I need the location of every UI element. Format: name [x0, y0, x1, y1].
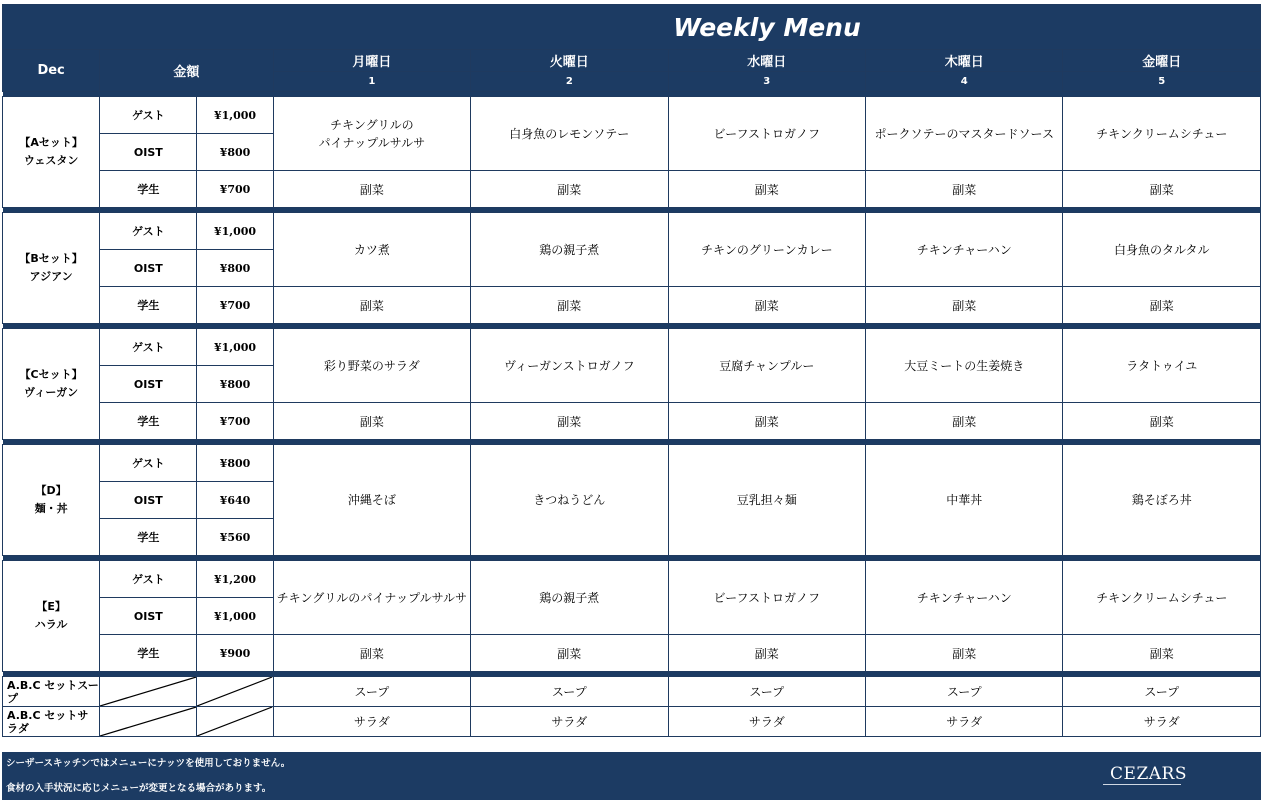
price-value: ¥800: [197, 366, 273, 403]
set-name-line2: ウェスタン: [23, 154, 79, 167]
price-tier: OIST: [100, 250, 197, 287]
dish-cell: チキンチャーハン: [866, 561, 1063, 635]
side-dish-cell: 副菜: [668, 403, 865, 440]
set-name-line1: 【E】: [36, 600, 66, 613]
dish-cell: チキンのグリーンカレー: [668, 213, 865, 287]
dish-cell: チキンチャーハン: [866, 213, 1063, 287]
price-value: ¥1,000: [197, 213, 273, 250]
price-tier: ゲスト: [100, 213, 197, 250]
set-name-line2: アジアン: [29, 270, 73, 283]
side-dish-cell: 副菜: [866, 171, 1063, 208]
set-name-line1: 【Cセット】: [19, 368, 83, 381]
side-dish-cell: 副菜: [273, 403, 470, 440]
day-date: 2: [471, 72, 668, 92]
dish-cell: チキンクリームシチュー: [1063, 561, 1261, 635]
price-value: ¥700: [197, 171, 273, 208]
cezars-logo: CEZARS: [1110, 764, 1187, 784]
price-value: ¥900: [197, 635, 273, 672]
set-name: [3, 213, 100, 324]
set-name: [3, 445, 100, 556]
extra-item: スープ: [1063, 677, 1261, 707]
dish-cell: チキングリルのパイナップルサルサ: [273, 561, 470, 635]
side-dish-cell: 副菜: [866, 403, 1063, 440]
extra-label: A.B.C セットサラダ: [3, 707, 100, 737]
day-name: 水曜日: [668, 50, 865, 72]
dish-cell: ポークソテーのマスタードソース: [866, 97, 1063, 171]
extra-item: サラダ: [273, 707, 470, 737]
month-label: Dec: [3, 50, 100, 92]
dish-cell: 中華丼: [866, 445, 1063, 556]
side-dish-cell: 副菜: [1063, 287, 1261, 324]
set-name-line1: 【D】: [35, 484, 67, 497]
footer-note: 食材の入手状況に応じメニューが変更となる場合があります。: [6, 783, 272, 794]
page-title: Weekly Menu: [673, 12, 861, 42]
dish-cell: ビーフストロガノフ: [668, 97, 865, 171]
extra-item: スープ: [471, 677, 668, 707]
dish-cell: ラタトゥイユ: [1063, 329, 1261, 403]
extra-item: サラダ: [471, 707, 668, 737]
price-value: ¥1,000: [197, 97, 273, 134]
empty-price-cell: [197, 707, 273, 737]
dish-cell: 豆乳担々麺: [668, 445, 865, 556]
set-name-line2: ハラル: [34, 618, 68, 631]
price-header: 金額: [100, 50, 273, 92]
side-dish-cell: 副菜: [1063, 635, 1261, 672]
price-tier: OIST: [100, 366, 197, 403]
price-value: ¥800: [197, 134, 273, 171]
dish-cell: 鶏そぼろ丼: [1063, 445, 1261, 556]
price-tier: OIST: [100, 598, 197, 635]
dish-cell: 鶏の親子煮: [471, 213, 668, 287]
dish-cell: 鶏の親子煮: [471, 561, 668, 635]
dish-cell: 大豆ミートの生姜焼き: [866, 329, 1063, 403]
day-date: 4: [866, 72, 1063, 92]
extra-item: サラダ: [1063, 707, 1261, 737]
side-dish-cell: 副菜: [273, 287, 470, 324]
set-name-line2: 麺・丼: [34, 502, 68, 515]
footer-note: シーザースキッチンではメニューにナッツを使用しておりません。: [6, 758, 291, 769]
price-tier: ゲスト: [100, 329, 197, 366]
price-value: ¥800: [197, 250, 273, 287]
price-tier: OIST: [100, 134, 197, 171]
side-dish-cell: 副菜: [471, 635, 668, 672]
dish-cell: カツ煮: [273, 213, 470, 287]
empty-price-cell: [100, 707, 197, 737]
dish-cell: ヴィーガンストロガノフ: [471, 329, 668, 403]
price-value: ¥640: [197, 482, 273, 519]
side-dish-cell: 副菜: [471, 403, 668, 440]
set-name-line1: 【Aセット】: [19, 136, 83, 149]
side-dish-cell: 副菜: [471, 287, 668, 324]
side-dish-cell: 副菜: [1063, 403, 1261, 440]
price-tier: 学生: [100, 171, 197, 208]
dish-cell: ビーフストロガノフ: [668, 561, 865, 635]
dish-cell: 白身魚のタルタル: [1063, 213, 1261, 287]
day-name: 月曜日: [273, 50, 470, 72]
price-tier: 学生: [100, 287, 197, 324]
set-name-line1: 【Bセット】: [19, 252, 83, 265]
extra-item: サラダ: [668, 707, 865, 737]
price-tier: ゲスト: [100, 561, 197, 598]
empty-price-cell: [100, 677, 197, 707]
logo-underline: [1103, 784, 1181, 787]
day-date: 3: [668, 72, 865, 92]
dish-cell: きつねうどん: [471, 445, 668, 556]
day-name: 金曜日: [1063, 50, 1261, 72]
dish-cell: チキンクリームシチュー: [1063, 97, 1261, 171]
side-dish-cell: 副菜: [866, 287, 1063, 324]
extra-item: サラダ: [866, 707, 1063, 737]
price-tier: ゲスト: [100, 445, 197, 482]
dish-cell: 豆腐チャンプルー: [668, 329, 865, 403]
extra-item: スープ: [668, 677, 865, 707]
price-tier: 学生: [100, 519, 197, 556]
price-value: ¥700: [197, 287, 273, 324]
extra-item: スープ: [866, 677, 1063, 707]
side-dish-cell: 副菜: [273, 171, 470, 208]
dish-cell: 白身魚のレモンソテー: [471, 97, 668, 171]
side-dish-cell: 副菜: [668, 635, 865, 672]
extra-item: スープ: [273, 677, 470, 707]
side-dish-cell: 副菜: [866, 635, 1063, 672]
price-tier: ゲスト: [100, 97, 197, 134]
price-value: ¥700: [197, 403, 273, 440]
side-dish-cell: 副菜: [1063, 171, 1261, 208]
side-dish-cell: 副菜: [668, 171, 865, 208]
price-tier: OIST: [100, 482, 197, 519]
dish-cell: 彩り野菜のサラダ: [273, 329, 470, 403]
price-tier: 学生: [100, 635, 197, 672]
price-tier: 学生: [100, 403, 197, 440]
day-date: 5: [1063, 72, 1261, 92]
dish-cell: 沖縄そば: [273, 445, 470, 556]
side-dish-cell: 副菜: [273, 635, 470, 672]
set-name: [3, 561, 100, 672]
footer: [2, 752, 1261, 800]
day-name: 火曜日: [471, 50, 668, 72]
extra-label: A.B.C セットスープ: [3, 677, 100, 707]
price-value: ¥1,000: [197, 598, 273, 635]
empty-price-cell: [197, 677, 273, 707]
price-value: ¥1,200: [197, 561, 273, 598]
set-name: [3, 329, 100, 440]
day-name: 木曜日: [866, 50, 1063, 72]
side-dish-cell: 副菜: [471, 171, 668, 208]
title-bar: [3, 5, 1261, 50]
set-name: [3, 97, 100, 208]
price-value: ¥1,000: [197, 329, 273, 366]
set-name-line2: ヴィーガン: [24, 386, 79, 399]
dish-cell: チキングリルの パイナップルサルサ: [273, 97, 470, 171]
side-dish-cell: 副菜: [668, 287, 865, 324]
price-value: ¥800: [197, 445, 273, 482]
menu-table: [2, 4, 1261, 737]
price-value: ¥560: [197, 519, 273, 556]
day-date: 1: [273, 72, 470, 92]
